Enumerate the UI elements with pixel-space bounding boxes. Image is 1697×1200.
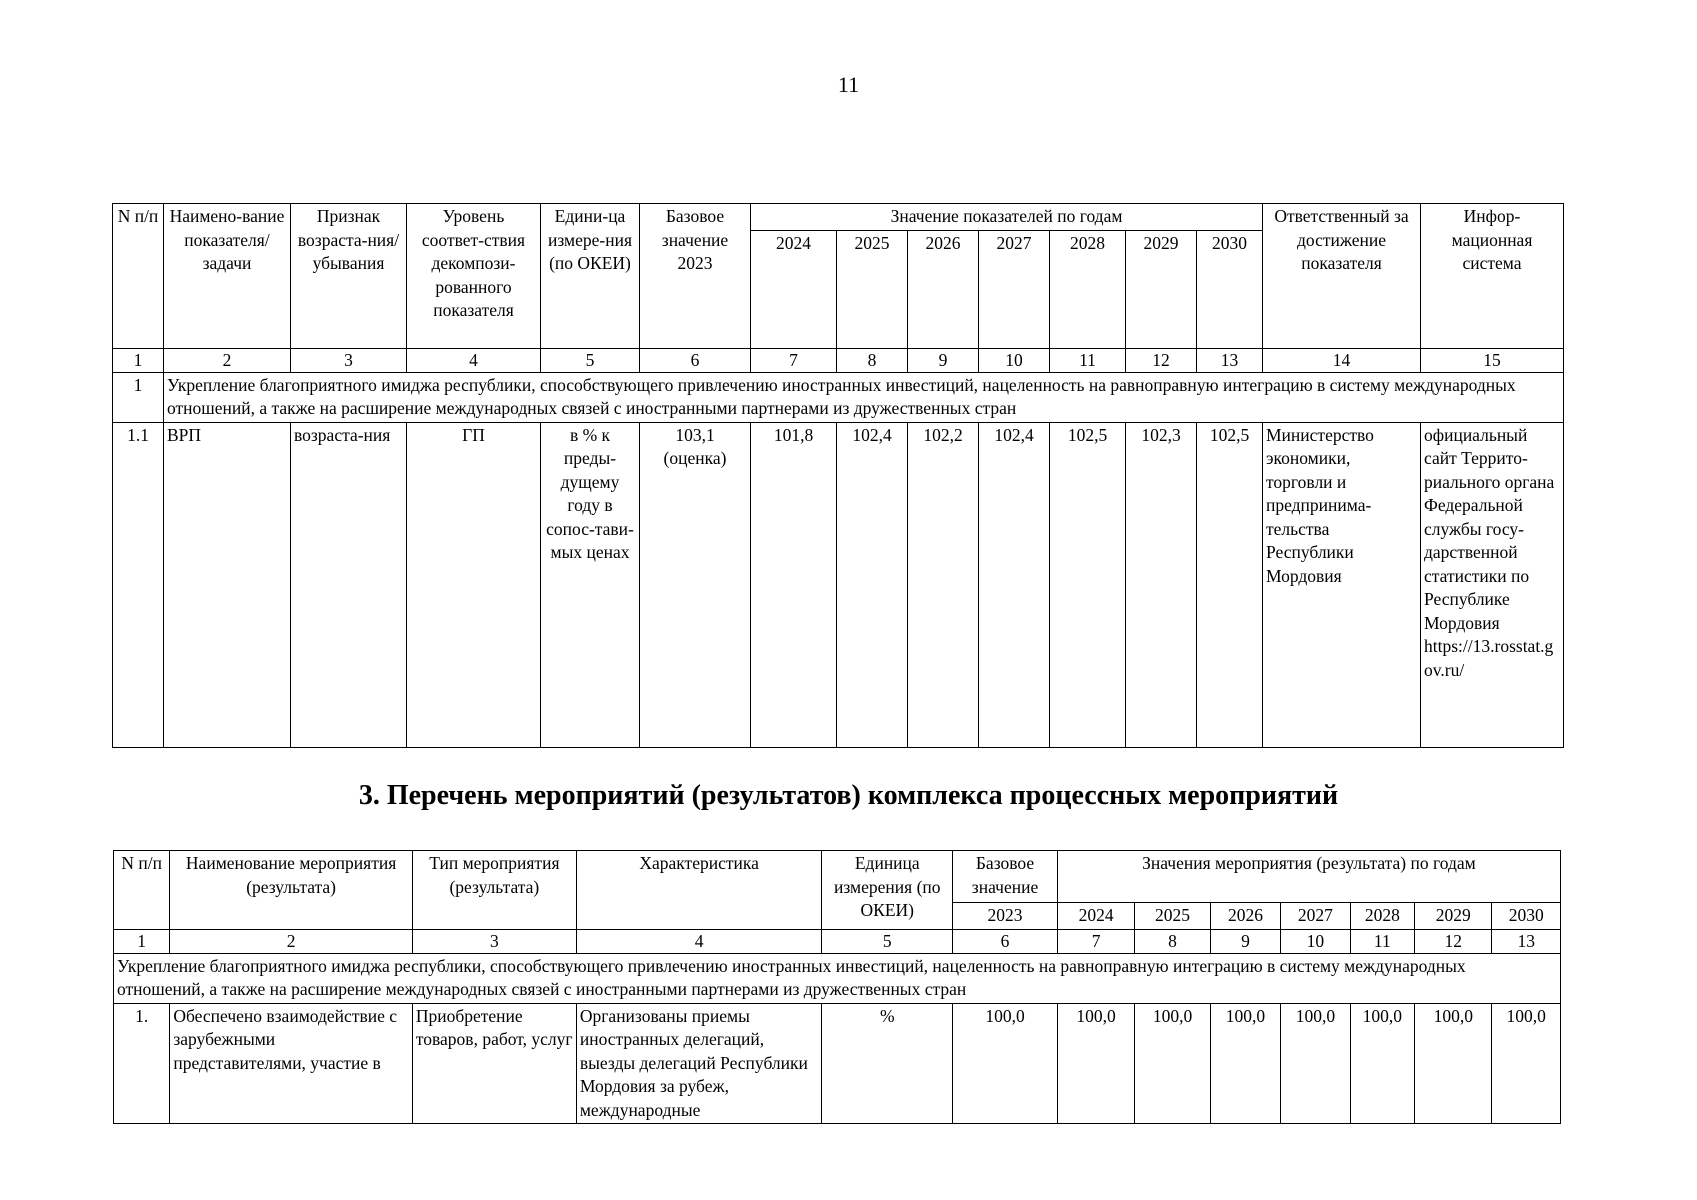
column-index: 3 bbox=[291, 348, 407, 372]
header-year: 2024 bbox=[751, 230, 837, 348]
task-row bbox=[113, 372, 1564, 422]
task-text: Укрепление благоприятного имиджа республики, способствующего привлечению иностранных инвестиций, нацеленность на равноправную интеграцию в систему международных отношений, а также на расширение международных связей с иностранными партнерами из дружественных стран bbox=[164, 372, 1564, 422]
column-index: 11 bbox=[1050, 348, 1126, 372]
column-index: 13 bbox=[1197, 348, 1263, 372]
column-index: 12 bbox=[1415, 929, 1492, 953]
measure-value: 100,0 bbox=[1415, 1003, 1492, 1124]
measure-value: 100,0 bbox=[1281, 1003, 1350, 1124]
header-base-year: 2023 bbox=[953, 903, 1058, 930]
row-number: 1. bbox=[114, 1003, 170, 1124]
column-index: 3 bbox=[412, 929, 576, 953]
column-index: 5 bbox=[541, 348, 640, 372]
measure-base: 100,0 bbox=[953, 1003, 1058, 1124]
column-index: 8 bbox=[1135, 929, 1210, 953]
task-row bbox=[114, 953, 1561, 1003]
column-index: 11 bbox=[1350, 929, 1414, 953]
column-index: 1 bbox=[114, 929, 170, 953]
header-responsible: Ответственный за достижение показателя bbox=[1263, 204, 1421, 349]
indicators-table bbox=[112, 203, 1564, 748]
indicator-level: ГП bbox=[407, 422, 541, 747]
indicator-value: 102,5 bbox=[1050, 422, 1126, 747]
header-name: Наименование мероприятия (результата) bbox=[170, 851, 413, 930]
row-number: 1.1 bbox=[113, 422, 164, 747]
header-name: Наимено-вание показателя/ задачи bbox=[164, 204, 291, 349]
column-index: 2 bbox=[170, 929, 413, 953]
column-index: 15 bbox=[1421, 348, 1564, 372]
column-index: 5 bbox=[822, 929, 953, 953]
column-index-row bbox=[113, 348, 1564, 372]
indicator-unit: в % к преды-дущему году в сопос-тави-мых ценах bbox=[541, 422, 640, 747]
header-year: 2029 bbox=[1415, 903, 1492, 930]
header-year: 2028 bbox=[1350, 903, 1414, 930]
column-index: 10 bbox=[1281, 929, 1350, 953]
header-year: 2029 bbox=[1126, 230, 1197, 348]
header-year: 2026 bbox=[1210, 903, 1280, 930]
measure-value: 100,0 bbox=[1210, 1003, 1280, 1124]
indicator-name: ВРП bbox=[164, 422, 291, 747]
measure-row bbox=[114, 1003, 1561, 1124]
measure-value: 100,0 bbox=[1135, 1003, 1210, 1124]
header-n: N п/п bbox=[113, 204, 164, 349]
header-type: Тип мероприятия (результата) bbox=[412, 851, 576, 930]
header-year: 2030 bbox=[1197, 230, 1263, 348]
column-index: 10 bbox=[979, 348, 1050, 372]
header-level: Уровень соответ-ствия декомпози-рованного показателя bbox=[407, 204, 541, 349]
column-index: 8 bbox=[837, 348, 908, 372]
header-sign: Признак возраста-ния/ убывания bbox=[291, 204, 407, 349]
indicator-row bbox=[113, 422, 1564, 747]
header-base: Базовое значение 2023 bbox=[640, 204, 751, 349]
header-characteristic: Характеристика bbox=[576, 851, 822, 930]
header-year: 2025 bbox=[1135, 903, 1210, 930]
section-heading: 3. Перечень мероприятий (результатов) комплекса процессных мероприятий bbox=[358, 780, 1339, 811]
indicator-value: 102,4 bbox=[979, 422, 1050, 747]
header-row bbox=[114, 851, 1561, 903]
header-unit: Единица измерения (по ОКЕИ) bbox=[822, 851, 953, 930]
measure-unit: % bbox=[822, 1003, 953, 1124]
header-year: 2025 bbox=[837, 230, 908, 348]
column-index: 1 bbox=[113, 348, 164, 372]
measure-name: Обеспечено взаимодействие с зарубежными представителями, участие в bbox=[170, 1003, 413, 1124]
column-index-row bbox=[114, 929, 1561, 953]
header-values-group: Значение показателей по годам bbox=[751, 204, 1263, 231]
column-index: 6 bbox=[953, 929, 1058, 953]
measure-value: 100,0 bbox=[1350, 1003, 1414, 1124]
header-year: 2026 bbox=[908, 230, 979, 348]
header-n: N п/п bbox=[114, 851, 170, 930]
measure-value: 100,0 bbox=[1057, 1003, 1134, 1124]
indicator-base: 103,1 (оценка) bbox=[640, 422, 751, 747]
indicator-value: 102,2 bbox=[908, 422, 979, 747]
column-index: 4 bbox=[407, 348, 541, 372]
page-number: 11 bbox=[837, 72, 860, 97]
task-number: 1 bbox=[113, 372, 164, 422]
indicator-value: 101,8 bbox=[751, 422, 837, 747]
header-year: 2024 bbox=[1057, 903, 1134, 930]
header-infosystem: Инфор-мационная система bbox=[1421, 204, 1564, 349]
header-row bbox=[113, 204, 1564, 231]
measure-type: Приобретение товаров, работ, услуг bbox=[412, 1003, 576, 1124]
column-index: 7 bbox=[751, 348, 837, 372]
column-index: 14 bbox=[1263, 348, 1421, 372]
measure-value: 100,0 bbox=[1492, 1003, 1561, 1124]
header-year: 2027 bbox=[979, 230, 1050, 348]
column-index: 13 bbox=[1492, 929, 1561, 953]
header-base: Базовое значение bbox=[953, 851, 1058, 903]
column-index: 9 bbox=[1210, 929, 1280, 953]
indicator-sign: возраста-ния bbox=[291, 422, 407, 747]
header-values-group: Значения мероприятия (результата) по годам bbox=[1057, 851, 1560, 903]
indicator-value: 102,4 bbox=[837, 422, 908, 747]
column-index: 12 bbox=[1126, 348, 1197, 372]
indicator-infosystem: официальный сайт Террито-риального органа Федеральной службы госу-дарственной статистики по Республике Мордовия https://13.rosstat.gov.ru/ bbox=[1421, 422, 1564, 747]
task-text: Укрепление благоприятного имиджа республики, способствующего привлечению иностранных инвестиций, нацеленность на равноправную интеграцию в систему международных отношений, а также на расширение международных связей с иностранными партнерами из дружественных стран bbox=[114, 953, 1561, 1003]
header-year: 2030 bbox=[1492, 903, 1561, 930]
header-year: 2028 bbox=[1050, 230, 1126, 348]
indicator-value: 102,5 bbox=[1197, 422, 1263, 747]
column-index: 4 bbox=[576, 929, 822, 953]
column-index: 9 bbox=[908, 348, 979, 372]
header-year: 2027 bbox=[1281, 903, 1350, 930]
measures-table bbox=[113, 850, 1561, 1124]
indicator-responsible: Министерство экономики, торговли и предпринима-тельства Республики Мордовия bbox=[1263, 422, 1421, 747]
indicator-value: 102,3 bbox=[1126, 422, 1197, 747]
column-index: 7 bbox=[1057, 929, 1134, 953]
column-index: 6 bbox=[640, 348, 751, 372]
measure-characteristic: Организованы приемы иностранных делегаций, выезды делегаций Республики Мордовия за рубеж, международные bbox=[576, 1003, 822, 1124]
header-unit: Едини-ца измере-ния (по ОКЕИ) bbox=[541, 204, 640, 349]
column-index: 2 bbox=[164, 348, 291, 372]
